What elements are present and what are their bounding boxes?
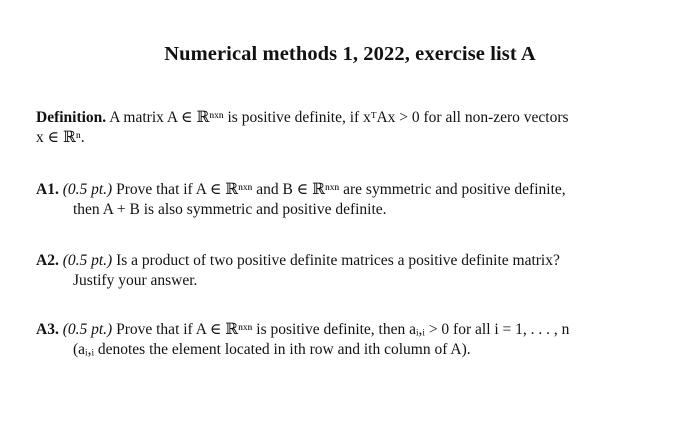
problem-a3-points: (0.5 pt.): [62, 321, 113, 338]
problem-a2-line-1: [36, 251, 666, 271]
problem-a3-label: A3.: [36, 321, 59, 338]
definition-label: Definition.: [36, 109, 107, 126]
problem-a1-line-1: [36, 180, 666, 200]
problem-a2-points: (0.5 pt.): [62, 252, 113, 269]
definition-block: [36, 108, 666, 148]
definition-text-1: A matrix A ∈ ℝⁿˣⁿ is positive definite, if xᵀAx > 0 for all non-zero vectors: [109, 109, 569, 126]
problem-a2-line-2: Justify your answer.: [73, 272, 198, 289]
definition-text-2: x ∈ ℝⁿ.: [36, 129, 85, 146]
problem-a2: [36, 251, 666, 291]
definition-line-2: [36, 128, 666, 148]
problem-a3-line-2: (aᵢ,ᵢ denotes the element located in ith row and ith column of A).: [73, 341, 471, 358]
problem-a2-label: A2.: [36, 252, 59, 269]
page-title: Numerical methods 1, 2022, exercise list A: [164, 43, 536, 65]
definition-line-1: [36, 108, 666, 128]
problem-a3-text-1: Prove that if A ∈ ℝⁿˣⁿ is positive definite, then aᵢ,ᵢ > 0 for all i = 1, . . . , n: [116, 321, 570, 338]
problem-a3-line-1: [36, 320, 666, 340]
problem-a1: [36, 180, 666, 220]
problem-a1-points: (0.5 pt.): [62, 181, 113, 198]
problem-a1-line-2: then A + B is also symmetric and positive definite.: [73, 201, 387, 218]
problem-a1-label: A1.: [36, 181, 59, 198]
problem-a3: [36, 320, 666, 360]
problem-a2-text-1: Is a product of two positive definite matrices a positive definite matrix?: [116, 252, 560, 269]
problem-a1-text-1: Prove that if A ∈ ℝⁿˣⁿ and B ∈ ℝⁿˣⁿ are symmetric and positive definite,: [116, 181, 566, 198]
